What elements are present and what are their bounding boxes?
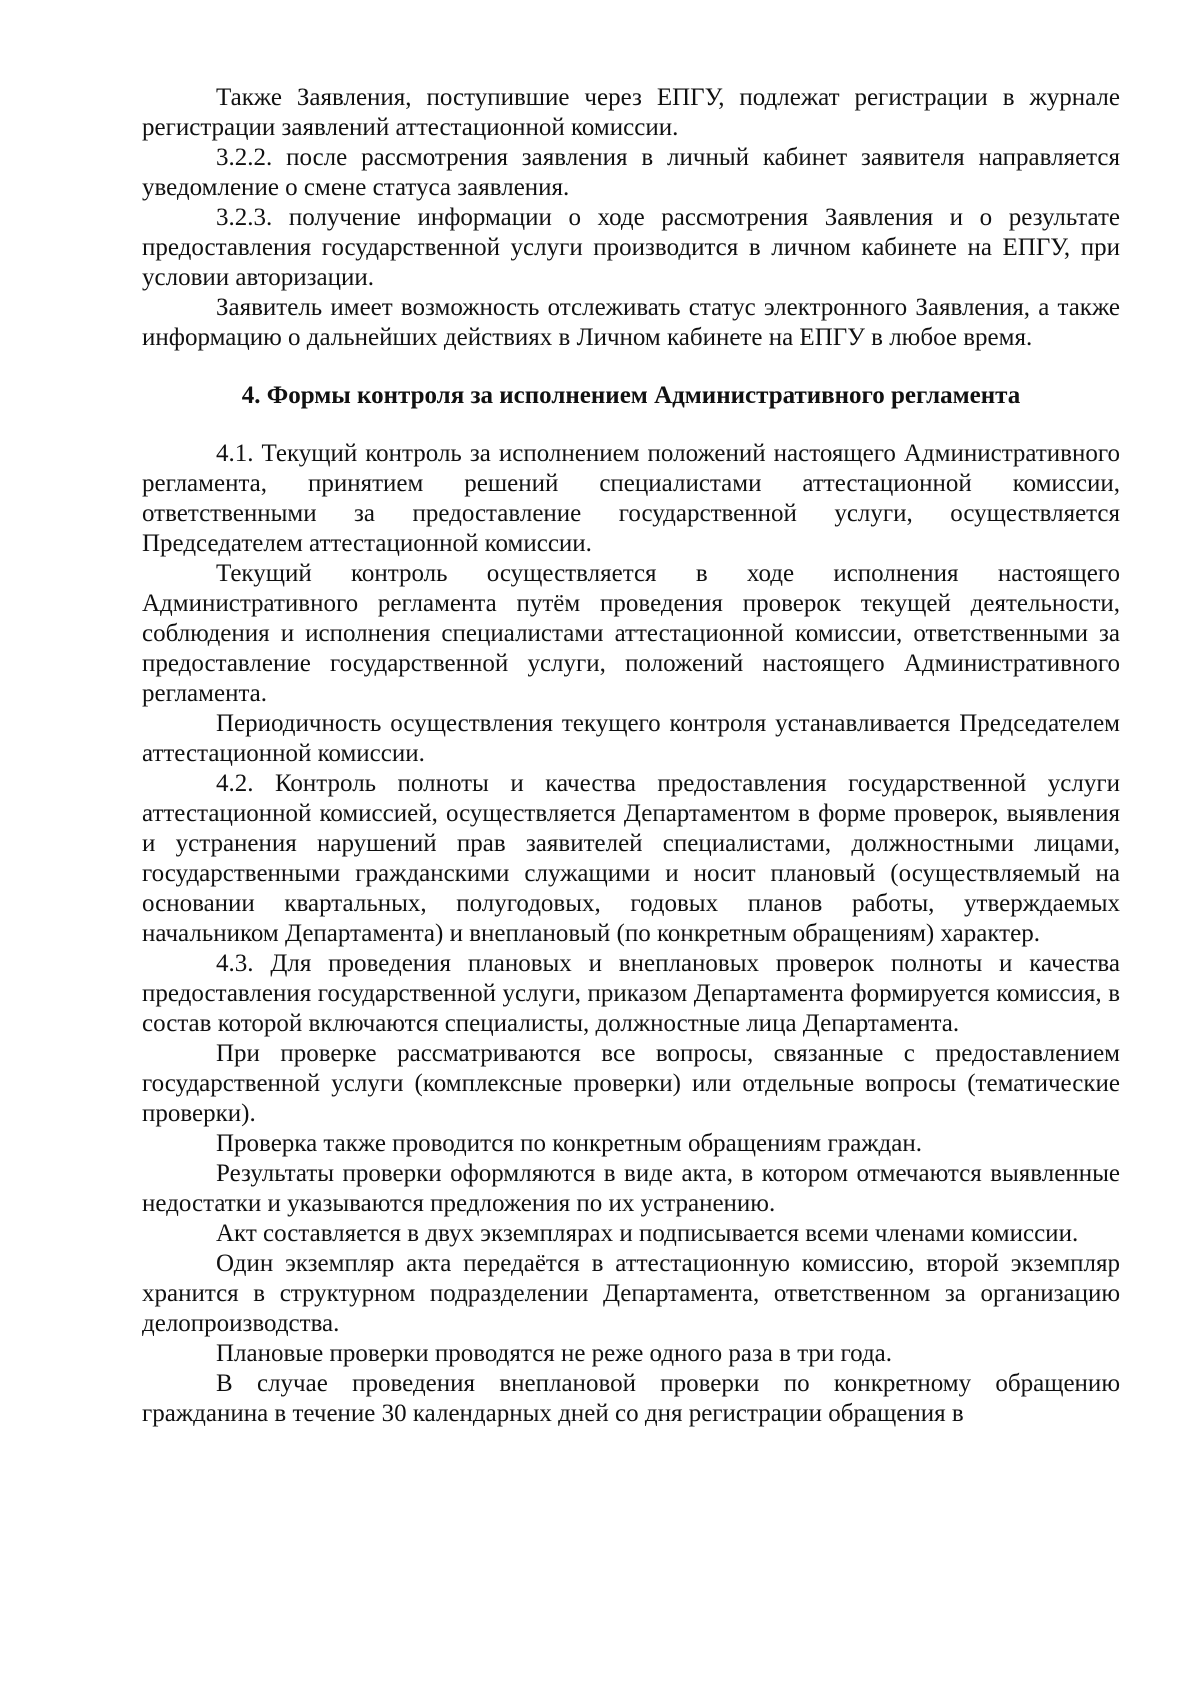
paragraph: Периодичность осуществления текущего контроля устанавливается Председателем аттестационной комиссии. bbox=[142, 710, 1120, 767]
paragraph: Также Заявления, поступившие через ЕПГУ, подлежат регистрации в журнале регистрации заявлений аттестационной комиссии. bbox=[142, 84, 1120, 141]
paragraph: Текущий контроль осуществляется в ходе исполнения настоящего Административного регламента путём проведения проверок текущей деятельности, соблюдения и исполнения специалистами аттестационной комиссии, ответственными за предоставление государственной услуги, положений настоящего Административного регламента. bbox=[142, 560, 1120, 707]
paragraph: 3.2.2. после рассмотрения заявления в личный кабинет заявителя направляется уведомление о смене статуса заявления. bbox=[142, 144, 1120, 201]
paragraph: 4.1. Текущий контроль за исполнением положений настоящего Административного регламента, принятием решений специалистами аттестационной комиссии, ответственными за предоставление государственной услуги, осуществляется Председателем аттестационной комиссии. bbox=[142, 440, 1120, 557]
document-page bbox=[142, 83, 1120, 1429]
paragraph: Заявитель имеет возможность отслеживать статус электронного Заявления, а также информацию о дальнейших действиях в Личном кабинете на ЕПГУ в любое время. bbox=[142, 294, 1120, 351]
paragraph: Проверка также проводится по конкретным обращениям граждан. bbox=[216, 1130, 923, 1157]
section-heading: 4. Формы контроля за исполнением Административного регламента bbox=[241, 382, 1021, 409]
paragraph: Плановые проверки проводятся не реже одного раза в три года. bbox=[216, 1340, 893, 1367]
spacer bbox=[142, 353, 1120, 381]
paragraph: Результаты проверки оформляются в виде акта, в котором отмечаются выявленные недостатки и указываются предложения по их устранению. bbox=[142, 1160, 1120, 1217]
paragraph: 4.3. Для проведения плановых и внеплановых проверок полноты и качества предоставления государственной услуги, приказом Департамента формируется комиссия, в состав которой включаются специалисты, должностные лица Департамента. bbox=[142, 950, 1120, 1037]
spacer bbox=[142, 411, 1120, 439]
paragraph: В случае проведения внеплановой проверки по конкретному обращению гражданина в течение 30 календарных дней со дня регистрации обращения в bbox=[142, 1370, 1120, 1427]
paragraph: 3.2.3. получение информации о ходе рассмотрения Заявления и о результате предоставления государственной услуги производится в личном кабинете на ЕПГУ, при условии авторизации. bbox=[142, 204, 1120, 291]
paragraph: При проверке рассматриваются все вопросы, связанные с предоставлением государственной услуги (комплексные проверки) или отдельные вопросы (тематические проверки). bbox=[142, 1040, 1120, 1127]
paragraph: 4.2. Контроль полноты и качества предоставления государственной услуги аттестационной комиссией, осуществляется Департаментом в форме проверок, выявления и устранения нарушений прав заявителей специалистами, должностными лицами, государственными гражданскими служащими и носит плановый (осуществляемый на основании квартальных, полугодовых, годовых планов работы, утверждаемых начальником Департамента) и внеплановый (по конкретным обращениям) характер. bbox=[142, 770, 1120, 947]
paragraph: Один экземпляр акта передаётся в аттестационную комиссию, второй экземпляр хранится в структурном подразделении Департамента, ответственном за организацию делопроизводства. bbox=[142, 1250, 1120, 1337]
paragraph: Акт составляется в двух экземплярах и подписывается всеми членами комиссии. bbox=[216, 1220, 1079, 1247]
